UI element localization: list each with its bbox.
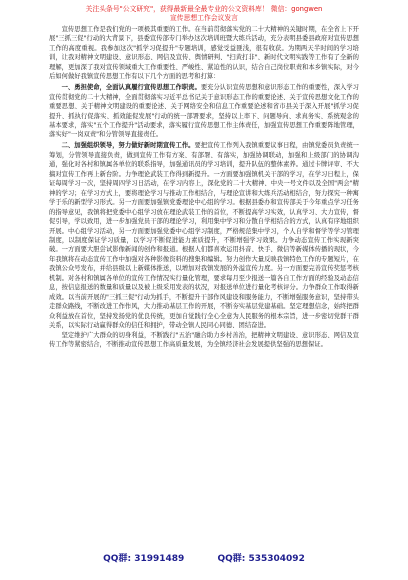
paragraph-text: 坚定维护广大群众的切身利益，不断践行"五治"融合助力乡村善治，把精神文明建设、意识形态、网信及宣传工作等紧密结合，不断推动宣传思想工作高质量发展，为全镇经济社会发展提供坚强的思想保证。 [49, 331, 359, 348]
paragraph-section-1 [49, 83, 359, 140]
section-heading: 二、加强组织领导，努力做好新时期宣传工作。 [61, 142, 195, 150]
document-body [49, 25, 359, 349]
paragraph-closing [49, 331, 359, 350]
header-line-1: 关注头条号"公文研究"，获得最新最全最专业的公文资料库！ 微信：gongwen [85, 5, 323, 13]
paragraph-text: 要充分认识宣传思想和意识形态工作的重要性，深入学习宣传贯彻党的二十大精神，全面贯彻落实习近平总书记关于意识形态工作的重要论述、关于宣传思想文化工作的重要思想、关于精神文明建设的重要论述、关于网络安全和信息工作重要论述和省市县关于深入开展"抓学习促提升、抓执行促落实、抓效能促发展"行动的统一部署要求，坚持以上率下、问题导向、求真务实、系统观念的基本要求，落实"五个工作提升"活动要求，落实履行宣传思想工作主体责任，加强宣传思想工作重要阵地管理，落实好"一岗双责"和分管领导直接责任。 [49, 84, 359, 139]
paragraph-section-2 [49, 141, 359, 330]
section-heading: 一、勇担使命，全面认真履行宣传思想工作职责。 [61, 84, 201, 92]
paragraph-intro [49, 25, 359, 82]
header-line-2: 宣传思想工作会议发言 [170, 14, 238, 22]
footer-qq-group-2: QQ群: 535304092 [217, 554, 305, 564]
paragraph-text: 要把宣传工作列入我镇重要议事日程，由镇党委员负责统一筹划，分管领导直接负责，做到宣传工作有方案、有部署、有落实，加强协调联动，加强和上级部门的协调沟通，强化对各村和镇属各单位的联系指导，加强通讯员的学习培训，提升队伍的整体素养。通过卡牌评审、不大搞对宣传工作再上新台阶。力争理论武装工作得到新提升。一方面要加强镇机关干部的学习，在学习日程上，保证每周学习一次，坚持周四学习日活动，在学习内容上，深化党的二十大精神、中央一号文件以及全国"两会"精神的学习；在学习方式上，要将理论学习与推动工作相结合，与理论宣讲和大练兵活动相结合，努力探究一种寓学于乐的新型学习形式。另一方面要加强镇党委理论中心组的学习。根据县委办和宣传部关于今年重点学习任务的指导意见，我镇将把党委中心组学习放在理论武装工作的首位，不断提高学习实效，认真学习、大力宣传，督促引导，学以致用，进一步加强党员干部的理论学习，利用集中学习和分散自学相结合的方式，认真有序地组织开展。中心组学习活动，另一方面要加强党委中心组学习制度，严格规范集中学习，个人自学和督学等学习管理制度，以制度保证学习质量，以学习不断促进能力素质提升，不断增强学习效果。力争动态宣传工作实现新突破。一方面要大胆尝试影像新闻的创作和报道。根据人们都喜欢运用抖音、快手、微信等新媒体传播的现状，今年我镇将在动态宣传工作中加强对各种影像资料的搜集和编辑。努力创作大量反映我镇特色工作的专题短片，在我镇公众号发布，并给县级以上新媒体推送，以增加对我镇发展的外溢宣传力度。另一方面要完善宣传奖惩考核机制。对各村和镇属各单位的宣传工作情况实行量化管理，要求每月至少报送一篇各自工作方面的经验及动态信息，按信息报送的数量和质量以及被上级采用发表的状况，对报送单位进行量化考核评分。力争群众工作取得新成效。以当前开展的"三抓三促"行动为抓手，不断提升干部作风建设和服务能力，不断增强服务意识，坚持带头走群众路线，不断改进工作作风，大力推动基层工作的开展，不断夯实基层党建基础。坚定理想信念，始终把群众利益放在首位，坚持发扬党的优良传统，更加自觉践行全心全意为人民服务的根本宗旨，进一步密切党群干群关系，以实际行动赢得群众的信任和拥护，带动全镇人民同心同德、团结奋进。 [49, 142, 359, 330]
footer-contact [0, 551, 408, 564]
paragraph-text: 宣传思想工作是我们党的一项极其重要的工作。在当前贯彻落实党的二十大精神的关键时期，在全省上下开展"三抓三促"行动的大背景下，县委宣传部专门举办这次培训班暨大练兵活动，充分表明县委县政府对宣传思想工作的高度重视。我参加这次"抓学习促提升"专题培训，感觉受益匪浅，很有收获。为期两天半时间的学习培训，让我对精神文明建设、意识形态、网信及宣传、舆情研判、"扫黄打非"、新时代文明实践等工作有了全新的理解，更加深了我对宣传领域重大工作重要性、严峻性、紧迫性的认识，结合自己岗位职责和本乡镇实际，对今后如何做好我镇宣传思想工作有以下几个方面的思考和打算： [49, 26, 359, 81]
footer-qq-group-1: QQ群: 31991489 [103, 554, 185, 564]
header-banner [49, 5, 359, 25]
